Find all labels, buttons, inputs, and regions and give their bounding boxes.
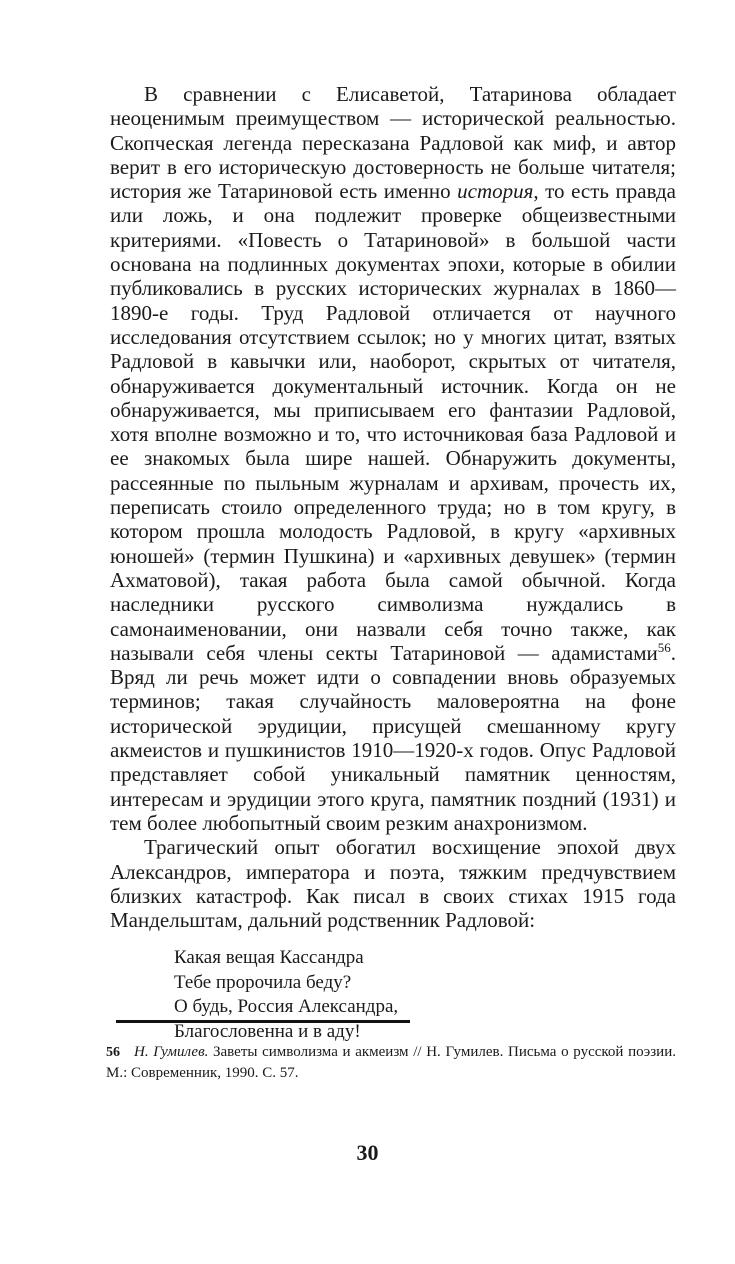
main-text-column <box>110 82 676 1044</box>
paragraph-1-part-3: . Вряд ли речь может идти о совпадении вновь образуемых терминов; такая случайность маловероятна на фоне исторической эрудиции, присущей смешанному кругу акмеистов и пушкинистов 1910—1920-х годов. Опус Радловой представляет собой уникальный памятник ценностям, интересам и эрудиции этого круга, памятник поздний (1931) и тем более любопытный своим резким анахронизмом. <box>110 640 676 835</box>
poem-line: Тебе пророчила беду? <box>174 971 352 993</box>
poem-line: О будь, Россия Александра, <box>174 996 399 1018</box>
footnote-author: Н. Гумилев. <box>134 1044 209 1060</box>
paragraph-2: Трагический опыт обогатил восхищение эпохой двух Александров, императора и поэта, тяжким предчувствием близких катастроф. Как писал в своих стихах 1915 года Мандельштам, дальний родственник Радловой: <box>110 835 676 933</box>
poem-line: Какая вещая Кассандра <box>174 947 364 969</box>
emphasis-word: история <box>457 179 534 204</box>
footnote-divider <box>116 1020 410 1023</box>
footnote-reference[interactable]: 56 <box>657 639 671 655</box>
poem-quote <box>174 946 676 1044</box>
footnote-number: 56 <box>106 1045 120 1060</box>
paragraph-1-part-1: В сравнении с Елисаветой, Татаринова обладает неоценимым преимуществом — исторической реальностью. Скопческая легенда пересказана Радловой как миф, и автор верит в его историческую достоверность не больше читателя; история же Татариновой есть именно <box>110 82 676 204</box>
page-number: 30 <box>356 1140 379 1165</box>
footnote <box>106 1042 676 1083</box>
paragraph-1 <box>110 82 676 835</box>
paragraph-1-part-2: , то есть правда или ложь, и она подлежит проверке общеизвестными критериями. «Повесть о Татариновой» в большой части основана на подлинных документах эпохи, которые в обилии публиковались в русских исторических журналах в 1860—1890-е годы. Труд Радловой отличается от научного исследования отсутствием ссылок; но у многих цитат, взятых Радловой в кавычки или, наоборот, скрытых от читателя, обнаруживается документальный источник. Когда он не обнаруживается, мы приписываем его фантазии Радловой, хотя вполне возможно и то, что источниковая база Радловой и ее знакомых была шире нашей. Обнаружить документы, рассеянные по пыльным журналам и архивам, прочесть их, переписать стоило определенного труда; но в том кругу, в котором прошла молодость Радловой, в кругу «архивных юношей» (термин Пушкина) и «архивных девушек» (термин Ахматовой), такая работа была самой обычной. Когда наследники русского символизма нуждались в самонаименовании, они назвали себя точно также, как называли себя члены секты Татариновой — адамистами <box>110 179 676 665</box>
poem-line: Благословенна и в аду! <box>174 1020 361 1042</box>
footnote-text: Заветы символизма и акмеизм // Н. Гумилев. Письма о русской поэзии. М.: Современник, 1990. С. 57. <box>106 1044 676 1081</box>
